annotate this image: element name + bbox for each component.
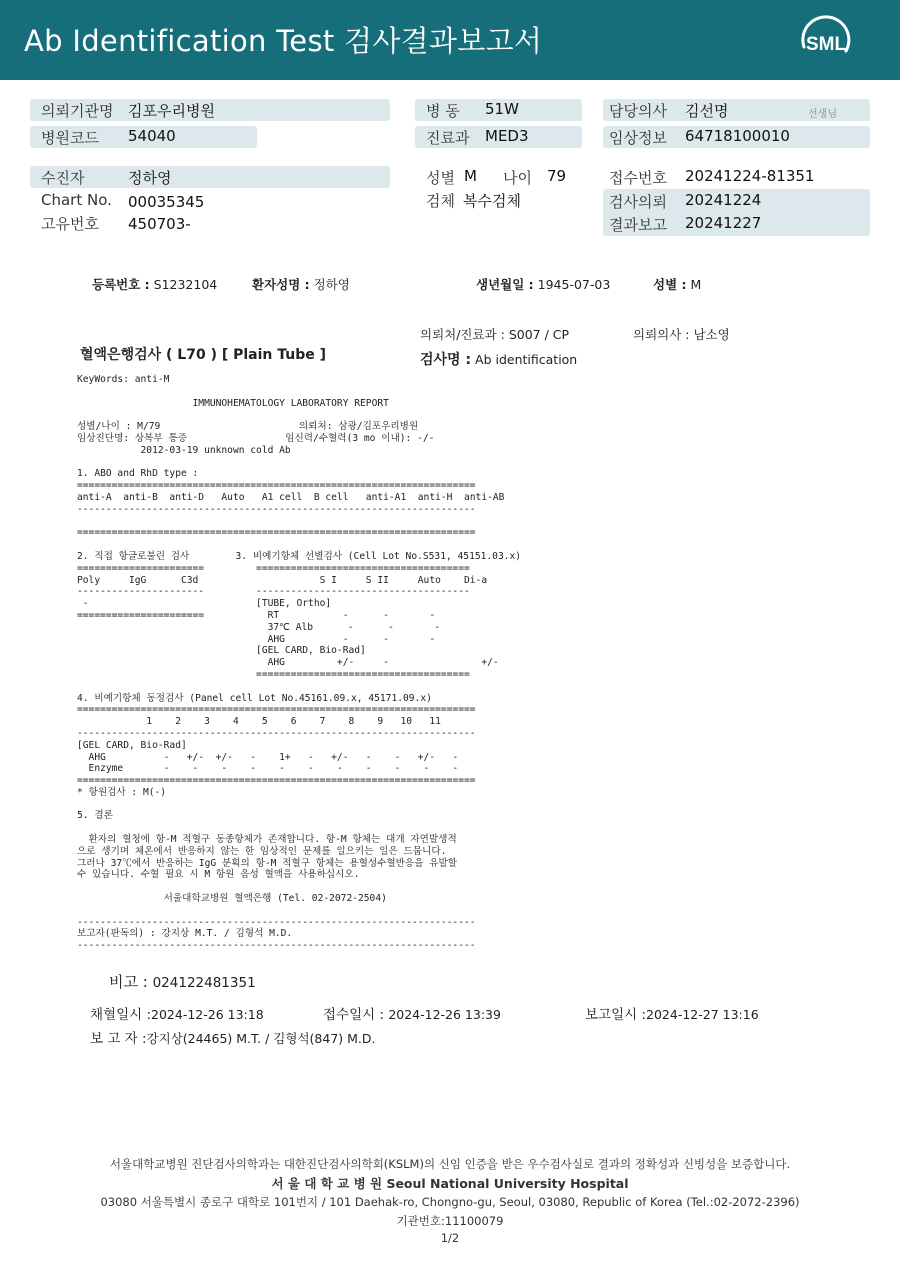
sml-logo-icon (798, 13, 854, 67)
unique-no-value: 450703- (128, 215, 191, 233)
collect-time-value: 2024-12-26 13:18 (151, 1007, 264, 1022)
reg-no: 등록번호 : S1232104 (92, 277, 218, 292)
receive-time-value: 2024-12-26 13:39 (388, 1007, 501, 1022)
ward-value: 51W (485, 100, 519, 118)
age-value: 79 (547, 167, 567, 185)
sex-label: 성별 (426, 169, 455, 187)
ward-label: 병 동 (426, 102, 460, 120)
request-doctor-value: 남소영 (693, 327, 730, 342)
hospital-code-value: 54040 (128, 127, 176, 145)
sex-field: 성별 : M (653, 277, 702, 292)
sex-value: M (464, 167, 477, 185)
receipt-label: 접수번호 (609, 169, 667, 187)
immunohematology-report (77, 374, 557, 952)
dept-value: MED3 (485, 127, 529, 145)
specimen-value: 복수검체 (463, 192, 521, 210)
birth-date-value: 1945-07-03 (537, 277, 611, 292)
reporter-value: 강지상(24465) M.T. / 김형석(847) M.D. (146, 1031, 376, 1046)
receipt-value: 20241224-81351 (685, 167, 815, 185)
clinical-value: 64718100010 (685, 127, 790, 145)
doctor-value: 김선명 (685, 102, 729, 120)
report-text: KeyWords: anti-M IMMUNOHEMATOLOGY LABORATORY REPORT 성별/나이 : M/79 의뢰처: 삼광/김포우리병원 임상진단명: 상복부 통증 임신력/수혈력(3 mo 이내): -/- 2012-03-19 unknown cold Ab 1. ABO and RhD type : ===================================================================== anti-A anti-B anti-D Auto A1 cell B cell anti-A1 anti-H anti-AB --------------------------------------------------------------------- ===================================================================== 2. 직접 항글로불린 검사 3. 비예기항체 선별검사 (Cell Lot No.S531, 45151.03.x) ====================== ===================================== Poly IgG C3d S I S II Auto Di-a ---------------------- ------------------------------------- - [TUBE, Ortho] ====================== RT - - - 37℃ Alb - - - AHG - - - [GEL CARD, Bio-Rad] AHG +/- - +/- ===================================== 4. 비예기항체 동정검사 (Panel cell Lot No.45161.09.x, 45171.09.x) ===================================================================== 1 2 3 4 5 6 7 8 9 10 11 --------------------------------------------------------------------- [GEL CARD, Bio-Rad] AHG - +/- +/- - 1+ - +/- - - +/- - Enzyme - - - - - - - - - - - ===================================================================== * 항원검사 : M(-) 5. 결론 환자의 혈청에 항-M 적혈구 동종항체가 존재합니다. 항-M 항체는 대개 자연발생적 으로 생기며 체온에서 반응하지 않는 한 임상적인 문제를 일으키는 일은 드뭅니다. 그러나 37℃에서 반응하는 IgG 분획의 항-M 적혈구 항체는 용혈성수혈반응을 유발할 수 있습니다. 수혈 필요 시 M 항원 음성 혈액을 사용하십시오. 서울대학교병원 혈액은행 (Tel. 02-2072-2504) --------------------------------------------------------------------- 보고자(판독의) : 강지상 M.T. / 김형석 M.D. --------------------------------------------------------------------- (77, 374, 522, 952)
institution-label: 의뢰기관명 (41, 102, 114, 120)
remark: 비고 : 024122481351 (109, 973, 256, 991)
request-value: 20241224 (685, 191, 762, 209)
specimen-label: 검체 (426, 192, 455, 210)
certification-text: 서울대학교병원 진단검사의학과는 대한진단검사의학회(KSLM)의 신임 인증을 받은 우수검사실로 결과의 정확성과 신빙성을 보증합니다. (109, 1157, 791, 1171)
org-code: 기관번호:11100079 (396, 1214, 504, 1228)
report-header (0, 0, 900, 80)
exam-name: 검사명 : Ab identification (420, 352, 578, 368)
clinical-label: 임상정보 (609, 129, 667, 147)
exam-name-value: Ab identification (475, 352, 578, 367)
birth-date: 생년월일 : 1945-07-03 (476, 277, 611, 292)
patient-label: 수진자 (41, 169, 85, 187)
report-time: 보고일시 :2024-12-27 13:16 (585, 1007, 759, 1023)
chart-no-value: 00035345 (128, 193, 205, 211)
hospital-address: 03080 서울특별시 종로구 대학로 101번지 / 101 Daehak-ro, Chongno-gu, Seoul, 03080, Republic of Korea (Tel.:02-2072-2396) (100, 1195, 800, 1209)
hospital-name: 서 울 대 학 교 병 원 Seoul National University Hospital (271, 1176, 629, 1191)
patient-name: 환자성명 : 정하영 (252, 277, 350, 292)
request-dept: 의뢰처/진료과 : S007 / CP (420, 327, 570, 342)
hospital-code-label: 병원코드 (41, 129, 99, 147)
doctor-label: 담당의사 (609, 102, 667, 120)
unique-no-label: 고유번호 (41, 215, 99, 233)
receive-time: 접수일시 : 2024-12-26 13:39 (323, 1007, 501, 1023)
exam-title: 혈액은행검사 ( L70 ) [ Plain Tube ] (80, 347, 327, 363)
patient-value: 정하영 (128, 169, 172, 187)
age-label: 나이 (503, 169, 532, 187)
remark-value: 024122481351 (152, 975, 256, 991)
logo-text: SML (805, 34, 847, 55)
reporter: 보 고 자 :강지상(24465) M.T. / 김형석(847) M.D. (90, 1031, 376, 1047)
report-title: Ab Identification Test 검사결과보고서 (24, 24, 543, 58)
collect-time: 채혈일시 :2024-12-26 13:18 (90, 1007, 264, 1023)
page-number: 1/2 (440, 1231, 460, 1245)
report-time-value: 2024-12-27 13:16 (646, 1007, 759, 1022)
report-date-value: 20241227 (685, 214, 762, 232)
reg-no-value: S1232104 (153, 277, 218, 292)
patient-name-value: 정하영 (313, 277, 350, 292)
dept-label: 진료과 (426, 129, 470, 147)
report-date-label: 결과보고 (609, 216, 667, 234)
chart-no-label: Chart No. (41, 191, 112, 209)
request-doctor: 의뢰의사 : 남소영 (633, 327, 730, 342)
institution-value: 김포우리병원 (128, 102, 215, 120)
request-dept-value: S007 / CP (508, 327, 570, 342)
sex-field-value: M (690, 277, 702, 292)
request-label: 검사의뢰 (609, 193, 667, 211)
doctor-honorific: 선생님 (808, 109, 837, 120)
